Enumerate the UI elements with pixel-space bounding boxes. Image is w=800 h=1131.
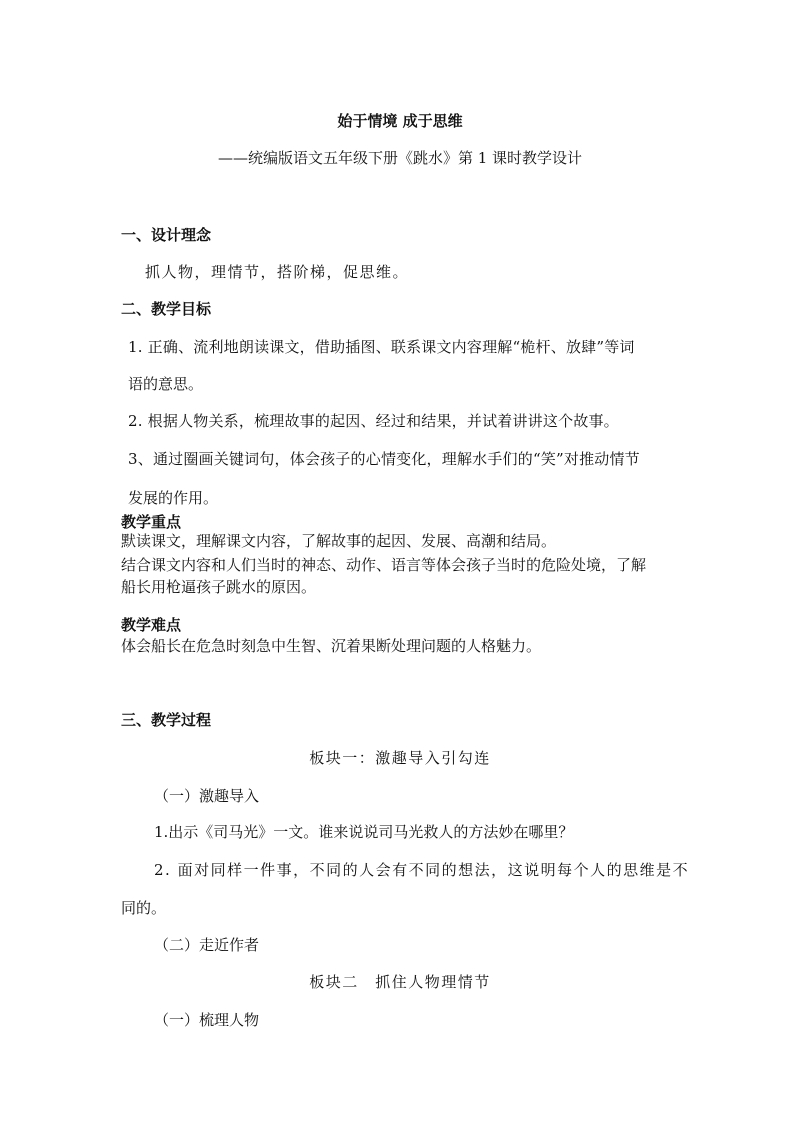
difficulties-heading: 教学难点 xyxy=(121,616,182,634)
goal-2: 2. 根据人物关系，梳理故事的起因、经过和结果，并试着讲讲这个故事。 xyxy=(128,412,619,430)
process-item-2-line-1: 2. 面对同样一件事，不同的人会有不同的想法，这说明每个人的思维是不 xyxy=(154,861,690,879)
section-heading-teaching-process: 三、教学过程 xyxy=(121,711,212,729)
block-2-subsection-1: （一）梳理人物 xyxy=(154,1011,260,1029)
process-item-1: 1.出示《司马光》一文。谁来说说司马光救人的方法妙在哪里？ xyxy=(154,823,574,841)
goal-3-line-2: 发展的作用。 xyxy=(128,489,219,507)
block-1-subsection-2: （二）走近作者 xyxy=(154,936,260,954)
process-item-2-line-2: 同的。 xyxy=(121,899,167,917)
key-points-line-2: 结合课文内容和人们当时的神态、动作、语言等体会孩子当时的危险处境，了解 xyxy=(121,556,647,574)
key-points-line-1: 默读课文，理解课文内容，了解故事的起因、发展、高潮和结局。 xyxy=(121,532,557,550)
goal-1-line-2: 语的意思。 xyxy=(128,375,204,393)
key-points-heading: 教学重点 xyxy=(121,513,182,531)
block-1-subsection-1: （一）激趣导入 xyxy=(154,787,260,805)
document-title: 始于情境 成于思维 xyxy=(337,112,463,130)
design-concept-text: 抓人物，理情节，搭阶梯，促思维。 xyxy=(145,263,410,281)
block-2-title: 板块二 抓住人物理情节 xyxy=(309,973,491,991)
key-points-line-3: 船长用枪逼孩子跳水的原因。 xyxy=(121,578,317,596)
section-heading-teaching-goals: 二、教学目标 xyxy=(121,300,212,318)
section-heading-design-concept: 一、设计理念 xyxy=(121,226,212,244)
document-subtitle: ——统编版语文五年级下册《跳水》第 1 课时教学设计 xyxy=(217,149,583,167)
goal-1-line-1: 1. 正确、流利地朗读课文，借助插图、联系课文内容理解“桅杆、放肆”等词 xyxy=(128,338,635,356)
goal-3-line-1: 3、通过圈画关键词句，体会孩子的心情变化，理解水手们的“笑”对推动情节 xyxy=(128,450,640,468)
block-1-title: 板块一：激趣导入引勾连 xyxy=(309,749,491,767)
difficulties-line-1: 体会船长在危急时刻急中生智、沉着果断处理问题的人格魅力。 xyxy=(121,637,542,655)
